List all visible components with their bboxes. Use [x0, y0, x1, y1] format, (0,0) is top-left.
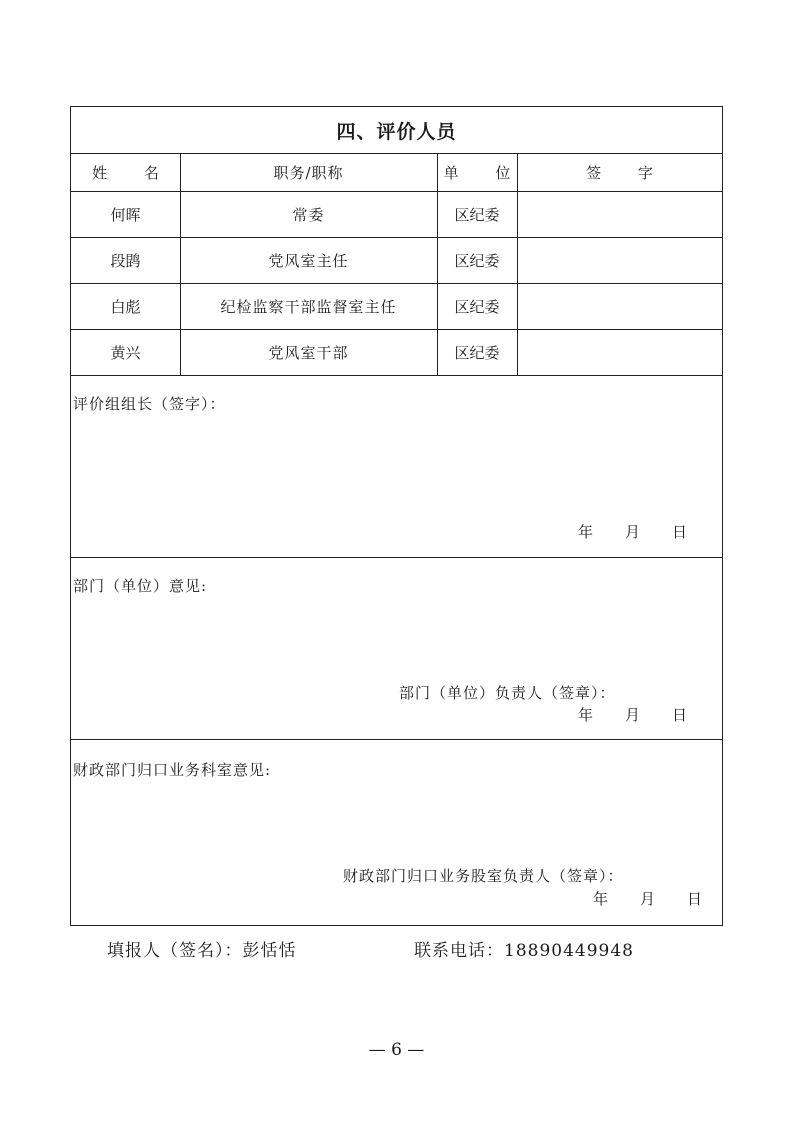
section-divider	[71, 557, 722, 558]
evaluator-unit: 区纪委	[454, 297, 500, 316]
group-leader-date	[578, 521, 687, 542]
contact-label: 联系电话：	[414, 941, 504, 961]
date-day: 日	[687, 890, 703, 908]
date-day: 日	[672, 523, 688, 541]
header-name: 姓 名	[92, 163, 175, 182]
contact-value: 18890449948	[504, 941, 634, 961]
filler-label: 填报人（签名）：	[107, 941, 243, 961]
date-year: 年	[578, 706, 594, 724]
evaluator-unit: 区纪委	[454, 205, 500, 224]
header-unit: 单 位	[443, 163, 527, 182]
dept-sign-label: 部门（单位）负责人（签章）：	[399, 684, 616, 702]
date-month: 月	[640, 890, 656, 908]
finance-date	[593, 888, 702, 909]
finance-sign-label: 财政部门归口业务股室负责人（签章）：	[343, 867, 624, 885]
finance-opinion-label: 财政部门归口业务科室意见:	[73, 761, 272, 779]
evaluator-signature[interactable]	[517, 191, 722, 237]
row-divider	[71, 375, 722, 376]
header-signature: 签 字	[586, 163, 669, 182]
evaluator-position: 党风室主任	[268, 251, 349, 270]
date-month: 月	[625, 523, 641, 541]
dept-date	[578, 704, 687, 725]
evaluator-position: 党风室干部	[268, 343, 349, 362]
evaluator-name: 段鹍	[110, 251, 141, 270]
header-position: 职务/职称	[273, 163, 344, 182]
page-number: — 6 —	[368, 1040, 425, 1060]
filler-info	[107, 936, 297, 961]
group-leader-label: 评价组组长（签字）：	[73, 395, 226, 413]
evaluator-signature[interactable]	[517, 237, 722, 283]
evaluator-signature[interactable]	[517, 283, 722, 329]
evaluator-name: 白彪	[110, 297, 141, 316]
date-year: 年	[593, 890, 609, 908]
date-day: 日	[672, 706, 688, 724]
dept-opinion-label: 部门（单位）意见:	[73, 577, 208, 595]
evaluator-unit: 区纪委	[454, 251, 500, 270]
evaluator-position: 常委	[292, 205, 325, 224]
evaluator-unit: 区纪委	[454, 343, 500, 362]
evaluator-name: 黄兴	[110, 343, 141, 362]
evaluation-form	[70, 106, 723, 926]
filler-value: 彭恬恬	[242, 941, 297, 961]
evaluator-name: 何晖	[110, 205, 141, 224]
evaluator-position: 纪检监察干部监督室主任	[220, 297, 397, 316]
date-year: 年	[578, 523, 594, 541]
date-month: 月	[625, 706, 641, 724]
evaluator-signature[interactable]	[517, 329, 722, 375]
section-divider	[71, 739, 722, 740]
contact-info	[414, 936, 634, 961]
section-title: 四、评价人员	[336, 120, 457, 143]
